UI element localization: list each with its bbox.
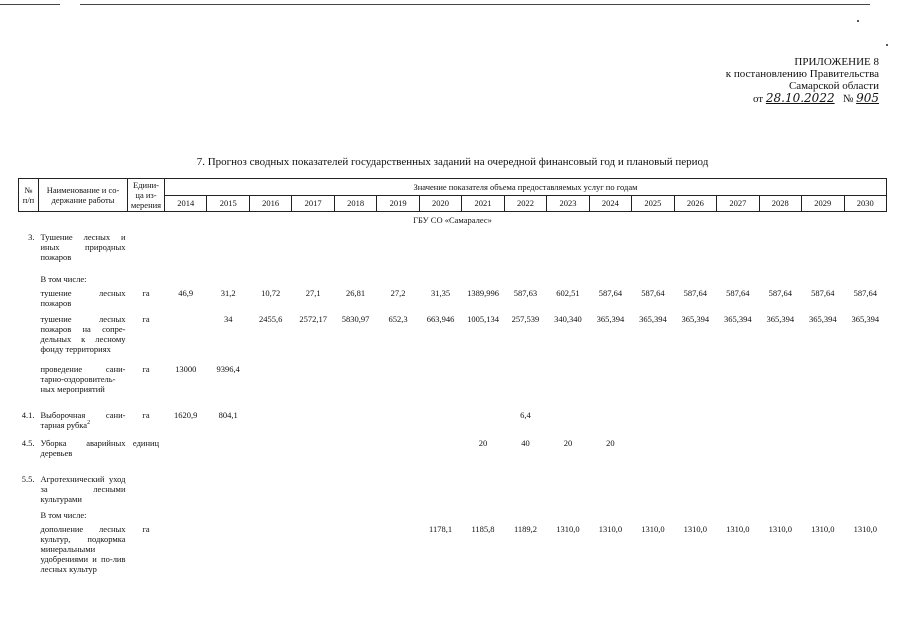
page-title: 7. Прогноз сводных показателей государственных заданий на очередной финансовый год и плановый период [196, 156, 709, 168]
value-cell [759, 437, 801, 473]
value-cell [547, 409, 589, 437]
header-unit: Едини-ца из-мерения [128, 179, 165, 212]
value-cell [419, 473, 461, 509]
value-cell [759, 363, 801, 409]
value-cell [462, 473, 504, 509]
row-number [19, 509, 39, 523]
value-cell: 9396,4 [216, 364, 240, 374]
value-cell [844, 273, 887, 287]
value-cell [462, 231, 504, 273]
value-cell [802, 231, 844, 273]
value-cell [632, 409, 674, 437]
handwritten-number: 905 [856, 91, 879, 105]
value-cell [377, 363, 419, 409]
value-cell [802, 363, 844, 409]
appendix-stamp [726, 56, 879, 105]
value-cell [207, 437, 249, 473]
value-cell: 365,394 [851, 314, 880, 324]
value-cell: 365,394 [766, 314, 795, 324]
value-cell: 2455,6 [258, 314, 283, 324]
header-year: 2019 [377, 195, 419, 212]
value-cell [759, 409, 801, 437]
value-cell [249, 409, 291, 437]
header-year: 2023 [547, 195, 589, 212]
value-cell: 5830,97 [341, 314, 370, 324]
value-cell [292, 273, 334, 287]
value-cell [717, 473, 759, 509]
value-cell [547, 509, 589, 523]
value-cell [674, 363, 716, 409]
value-cell [674, 509, 716, 523]
value-cell [377, 437, 419, 473]
value-cell: 40 [521, 438, 530, 448]
value-cell [165, 313, 207, 363]
value-cell: 1310,0 [853, 524, 877, 534]
row-name-text: Выборочная сани-тарная рубка [40, 410, 126, 430]
header-num: № п/п [19, 179, 39, 212]
top-rule-right [80, 4, 870, 5]
table-row [19, 509, 887, 523]
row-unit: га [142, 314, 150, 324]
row-unit [128, 231, 165, 273]
table-row [19, 231, 887, 273]
header-year: 2024 [589, 195, 631, 212]
header-year: 2020 [419, 195, 461, 212]
row-name [39, 273, 128, 287]
value-cell [844, 437, 887, 473]
header-year: 2017 [292, 195, 334, 212]
value-cell [292, 231, 334, 273]
appendix-label: ПРИЛОЖЕНИЕ 8 [794, 56, 879, 68]
value-cell: 1620,9 [174, 410, 198, 420]
value-cell [717, 273, 759, 287]
value-cell [334, 231, 376, 273]
row-name [39, 313, 128, 363]
date-prefix: от [752, 93, 764, 105]
row-name-text: В том числе: [40, 510, 87, 520]
value-cell: 10,72 [261, 288, 281, 298]
table-row [19, 437, 887, 473]
value-cell [589, 409, 631, 437]
header-year: 2027 [717, 195, 759, 212]
header-year: 2015 [207, 195, 249, 212]
value-cell [249, 473, 291, 509]
value-cell: 365,394 [596, 314, 625, 324]
value-cell [377, 473, 419, 509]
row-unit [128, 273, 165, 287]
value-cell [802, 409, 844, 437]
value-cell [292, 523, 334, 575]
value-cell [504, 273, 546, 287]
row-name-text: дополнение лесных культур, подкормка минеральными удобрениями и по-лив лесных культур [40, 524, 126, 574]
row-unit: га [142, 524, 150, 534]
row-number: 5.5. [21, 474, 35, 484]
value-cell [759, 473, 801, 509]
value-cell: 34 [223, 314, 233, 324]
row-name [39, 409, 128, 437]
row-unit: единиц [132, 438, 160, 448]
value-cell [717, 437, 759, 473]
value-cell [802, 437, 844, 473]
header-year: 2028 [759, 195, 801, 212]
row-name [39, 231, 128, 273]
value-cell [249, 273, 291, 287]
value-cell [504, 231, 546, 273]
value-cell [462, 509, 504, 523]
forecast-table [18, 178, 887, 575]
table-row [19, 409, 887, 437]
value-cell [717, 509, 759, 523]
row-number [19, 523, 39, 575]
value-cell [759, 509, 801, 523]
value-cell [165, 473, 207, 509]
value-cell [207, 523, 249, 575]
row-name-text: Агротехнический уход за лесными культурами [40, 474, 126, 504]
value-cell [504, 509, 546, 523]
value-cell [717, 231, 759, 273]
value-cell [419, 437, 461, 473]
value-cell [207, 231, 249, 273]
header-row-1 [19, 179, 887, 196]
value-cell [504, 473, 546, 509]
row-name-text: Тушение лесных и иных природных пожаров [40, 232, 126, 262]
appendix-resolution: к постановлению Правительства [725, 68, 879, 80]
value-cell [547, 273, 589, 287]
value-cell: 1310,0 [598, 524, 623, 534]
value-cell [589, 231, 631, 273]
value-cell: 652,3 [388, 314, 408, 324]
value-cell [249, 523, 291, 575]
value-cell [419, 231, 461, 273]
value-cell: 1310,0 [641, 524, 665, 534]
value-cell [632, 363, 674, 409]
value-cell: 1389,996 [467, 288, 499, 298]
row-number: 4.1. [21, 410, 35, 420]
value-cell: 1189,2 [513, 524, 538, 534]
value-cell [844, 409, 887, 437]
table-row [19, 523, 887, 575]
value-cell [165, 437, 207, 473]
value-cell: 1310,0 [768, 524, 792, 534]
value-cell [589, 273, 631, 287]
value-cell [589, 509, 631, 523]
value-cell: 340,340 [554, 314, 582, 324]
value-cell [632, 473, 674, 509]
value-cell [292, 363, 334, 409]
value-cell [334, 409, 376, 437]
value-cell [419, 273, 461, 287]
value-cell [674, 473, 716, 509]
value-cell [717, 409, 759, 437]
value-cell [377, 509, 419, 523]
value-cell: 20 [478, 438, 488, 448]
speck-1 [857, 20, 859, 22]
header-name: Наименование и со-держание работы [39, 179, 128, 212]
value-cell [165, 523, 207, 575]
appendix-region: Самарской области [788, 80, 879, 92]
value-cell [632, 273, 674, 287]
header-year: 2016 [249, 195, 291, 212]
header-values-group: Значение показателя объема предоставляемых услуг по годам [165, 179, 887, 196]
value-cell [462, 409, 504, 437]
value-cell: 587,64 [641, 288, 665, 298]
row-unit: га [142, 364, 150, 374]
value-cell: 1310,0 [726, 524, 750, 534]
value-cell [632, 231, 674, 273]
row-number: 4.5. [21, 438, 35, 448]
value-cell [334, 509, 376, 523]
value-cell [802, 473, 844, 509]
value-cell [547, 363, 589, 409]
value-cell [334, 363, 376, 409]
footnote-mark: 2 [87, 420, 91, 427]
number-prefix: № [842, 93, 854, 105]
value-cell [632, 437, 674, 473]
table-row [19, 363, 887, 409]
value-cell [334, 437, 376, 473]
value-cell [547, 231, 589, 273]
value-cell [334, 523, 376, 575]
value-cell [462, 273, 504, 287]
value-cell [292, 509, 334, 523]
value-cell: 1005,134 [467, 314, 499, 324]
value-cell [802, 509, 844, 523]
value-cell [334, 473, 376, 509]
value-cell [589, 473, 631, 509]
value-cell: 31,35 [430, 288, 451, 298]
value-cell: 602,51 [556, 288, 580, 298]
header-year: 2025 [632, 195, 674, 212]
value-cell [165, 509, 207, 523]
table-row [19, 473, 887, 509]
row-unit [128, 473, 165, 509]
value-cell: 46,9 [178, 288, 194, 298]
value-cell: 27,1 [305, 288, 321, 298]
value-cell [249, 437, 291, 473]
value-cell: 587,64 [598, 288, 623, 298]
value-cell: 365,394 [681, 314, 710, 324]
value-cell [377, 523, 419, 575]
row-name-text: тушение лесных пожаров на сопре-дельных к лесному фонду территориях [40, 314, 126, 354]
row-name-text: тушение лесных пожаров [40, 288, 126, 308]
value-cell [207, 509, 249, 523]
table-row [19, 273, 887, 287]
value-cell: 587,64 [768, 288, 792, 298]
row-name-text: проведение сани-тарно-оздоровитель-ных мероприятий [40, 364, 126, 394]
value-cell: 6,4 [520, 410, 531, 420]
value-cell [249, 363, 291, 409]
row-unit: га [142, 410, 150, 420]
value-cell [165, 273, 207, 287]
row-name [39, 287, 128, 313]
value-cell [844, 231, 887, 273]
row-number: 3. [28, 232, 35, 242]
value-cell [547, 473, 589, 509]
value-cell [292, 473, 334, 509]
row-unit [128, 509, 165, 523]
header-year: 2026 [674, 195, 716, 212]
header-year: 2021 [462, 195, 504, 212]
row-number [19, 363, 39, 409]
header-year: 2030 [844, 195, 887, 212]
value-cell: 13000 [175, 364, 197, 374]
value-cell [377, 409, 419, 437]
appendix-date-line [726, 92, 879, 105]
value-cell [632, 509, 674, 523]
value-cell: 365,394 [724, 314, 752, 324]
value-cell: 27,2 [390, 288, 406, 298]
value-cell [292, 437, 334, 473]
value-cell [249, 509, 291, 523]
row-name [39, 437, 128, 473]
header-year: 2018 [334, 195, 376, 212]
row-name [39, 509, 128, 523]
handwritten-date: 28.10.2022 [765, 91, 835, 105]
value-cell [292, 409, 334, 437]
value-cell: 257,539 [511, 314, 540, 324]
header-year: 2029 [802, 195, 844, 212]
value-cell: 1310,0 [556, 524, 580, 534]
value-cell: 587,63 [513, 288, 538, 298]
value-cell: 587,64 [853, 288, 877, 298]
value-cell [207, 473, 249, 509]
value-cell: 1185,8 [471, 524, 495, 534]
value-cell: 20 [563, 438, 573, 448]
org-row [19, 212, 887, 232]
value-cell: 26,81 [346, 288, 366, 298]
value-cell [674, 409, 716, 437]
speck-2 [886, 44, 888, 46]
value-cell [377, 231, 419, 273]
value-cell [589, 363, 631, 409]
value-cell: 804,1 [218, 410, 238, 420]
value-cell: 2572,17 [299, 314, 327, 324]
value-cell [504, 363, 546, 409]
value-cell: 587,64 [683, 288, 708, 298]
value-cell [844, 509, 887, 523]
value-cell: 663,946 [426, 314, 455, 324]
value-cell [759, 273, 801, 287]
org-name: ГБУ СО «Самаралес» [413, 215, 492, 225]
value-cell: 1310,0 [683, 524, 708, 534]
value-cell: 31,2 [220, 288, 236, 298]
row-unit: га [142, 288, 150, 298]
value-cell: 587,64 [726, 288, 750, 298]
header-year: 2014 [165, 195, 207, 212]
value-cell [419, 509, 461, 523]
value-cell [674, 231, 716, 273]
value-cell [249, 231, 291, 273]
row-name-text: В том числе: [40, 274, 87, 284]
value-cell [759, 231, 801, 273]
row-number [19, 287, 39, 313]
value-cell [462, 363, 504, 409]
value-cell [717, 363, 759, 409]
row-number [19, 313, 39, 363]
row-name-text: Уборка аварийных деревьев [40, 438, 126, 458]
value-cell [419, 363, 461, 409]
value-cell: 587,64 [811, 288, 835, 298]
value-cell [674, 437, 716, 473]
value-cell: 365,394 [808, 314, 837, 324]
value-cell [844, 363, 887, 409]
row-name [39, 523, 128, 575]
value-cell: 365,394 [639, 314, 667, 324]
header-year: 2022 [504, 195, 546, 212]
value-cell [674, 273, 716, 287]
row-name [39, 473, 128, 509]
row-name [39, 363, 128, 409]
row-number [19, 273, 39, 287]
value-cell [334, 273, 376, 287]
value-cell [207, 273, 249, 287]
table-row [19, 287, 887, 313]
table-row [19, 313, 887, 363]
value-cell [844, 473, 887, 509]
value-cell: 1178,1 [429, 524, 453, 534]
value-cell [419, 409, 461, 437]
value-cell: 20 [606, 438, 615, 448]
top-rule-left [0, 4, 60, 5]
value-cell [802, 273, 844, 287]
value-cell [377, 273, 419, 287]
value-cell: 1310,0 [811, 524, 835, 534]
value-cell [165, 231, 207, 273]
